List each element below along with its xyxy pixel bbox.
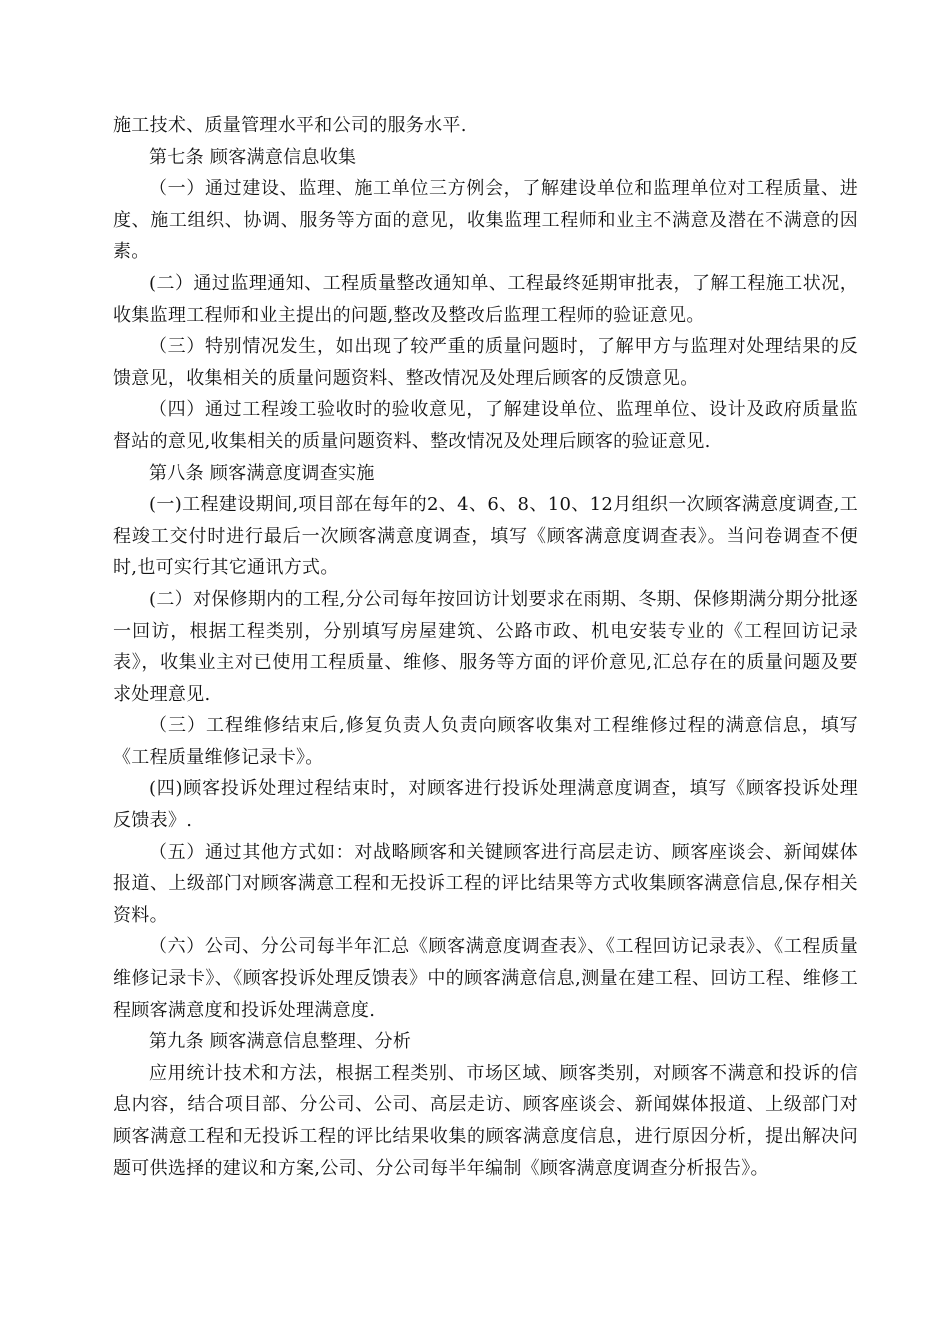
paragraph-continuation: 施工技术、质量管理水平和公司的服务水平. <box>113 115 467 136</box>
article-7-item-4: （四）通过工程竣工验收时的验收意见，了解建设单位、监理单位、设计及政府质量监督站的意见,收集相关的质量问题资料、整改情况及处理后顾客的验证意见. <box>113 399 858 452</box>
article-8-item-3: （三）工程维修结束后,修复负责人负责向顾客收集对工程维修过程的满意信息，填写《工程质量维修记录卡》。 <box>113 715 858 768</box>
article-8-heading: 第八条 顾客满意度调查实施 <box>149 462 375 484</box>
article-8-item-4: (四)顾客投诉处理过程结束时，对顾客进行投诉处理满意度调查，填写《顾客投诉处理反馈表》. <box>113 778 858 832</box>
article-7-item-2: (二）通过监理通知、工程质量整改通知单、工程最终延期审批表，了解工程施工状况，收集监理工程师和业主提出的问题,整改及整改后监理工程师的验证意见。 <box>113 272 858 326</box>
article-7-item-1: （一）通过建设、监理、施工单位三方例会，了解建设单位和监理单位对工程质量、进度、施工组织、协调、服务等方面的意见，收集监理工程师和业主不满意及潜在不满意的因素。 <box>113 178 858 263</box>
document-body <box>113 110 858 1184</box>
article-8-item-2: (二）对保修期内的工程,分公司每年按回访计划要求在雨期、冬期、保修期满分期分批逐一回访，根据工程类别，分别填写房屋建筑、公路市政、机电安装专业的《工程回访记录表》，收集业主对已使用工程质量、维修、服务等方面的评价意见,汇总存在的质量问题及要求处理意见. <box>113 588 858 705</box>
article-8-item-6: （六）公司、分公司每半年汇总《顾客满意度调查表》、《工程回访记录表》、《工程质量维修记录卡》、《顾客投诉处理反馈表》中的顾客满意信息,测量在建工程、回访工程、维修工程顾客满意度和投诉处理满意度. <box>113 936 858 1021</box>
article-9-heading: 第九条 顾客满意信息整理、分析 <box>149 1031 412 1053</box>
article-9-body: 应用统计技术和方法，根据工程类别、市场区域、顾客类别，对顾客不满意和投诉的信息内容，结合项目部、分公司、公司、高层走访、顾客座谈会、新闻媒体报道、上级部门对顾客满意工程和无投诉工程的评比结果收集的顾客满意度信息，进行原因分析，提出解决问题可供选择的建议和方案,公司、分公司每半年编制《顾客满意度调查分析报告》。 <box>113 1062 858 1179</box>
article-7-item-3: （三）特别情况发生，如出现了较严重的质量问题时，了解甲方与监理对处理结果的反馈意见，收集相关的质量问题资料、整改情况及处理后顾客的反馈意见。 <box>113 336 858 389</box>
article-7-heading: 第七条 顾客满意信息收集 <box>149 146 357 168</box>
article-8-item-5: （五）通过其他方式如：对战略顾客和关键顾客进行高层走访、顾客座谈会、新闻媒体报道、上级部门对顾客满意工程和无投诉工程的评比结果等方式收集顾客满意信息,保存相关资料。 <box>113 841 858 926</box>
article-8-item-1: (一)工程建设期间,项目部在每年的2、4、6、8、10、12月组织一次顾客满意度调查,工程竣工交付时进行最后一次顾客满意度调查，填写《顾客满意度调查表》。当问卷调查不便时,也可实行其它通讯方式。 <box>113 494 858 579</box>
